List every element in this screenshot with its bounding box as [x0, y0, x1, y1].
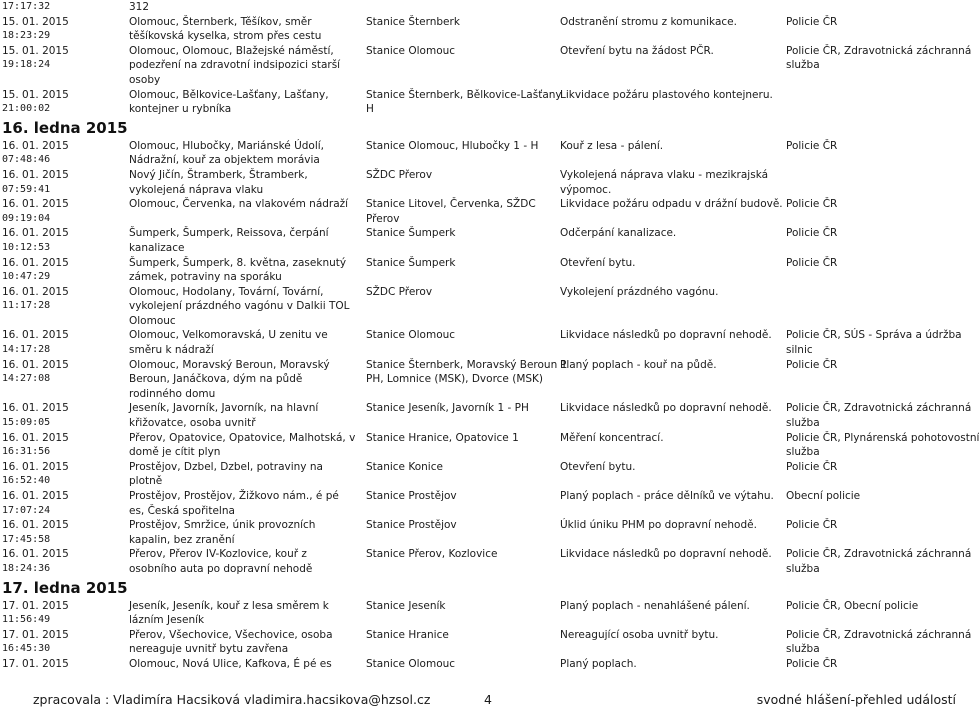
unit-cell: Stanice Olomouc [366, 44, 456, 57]
date-time-cell: 21:00:02 [2, 103, 51, 115]
action-cell: Planý poplach - kouř na půdě. [560, 358, 717, 371]
date-time-cell: 16. 01. 2015 [2, 548, 69, 561]
date-time-cell: 16. 01. 2015 [2, 285, 69, 298]
date-time-cell: 11:17:28 [2, 300, 51, 312]
log-line [0, 153, 960, 168]
date-time-cell: 16. 01. 2015 [2, 460, 69, 473]
location-description-cell: Prostějov, Dzbel, Dzbel, potraviny na [129, 460, 323, 473]
assistance-cell: služba [786, 59, 820, 72]
action-cell: Vykolejená náprava vlaku - mezikrajská [560, 168, 769, 181]
location-description-cell: zámek, potraviny na sporáku [129, 271, 282, 284]
location-description-cell: Přerov, Opatovice, Opatovice, Malhotská, v [129, 431, 356, 444]
location-description-cell: Olomouc, Olomouc, Blažejské náměstí, [129, 44, 334, 57]
assistance-cell: Policie ČR [786, 15, 838, 28]
location-description-cell: Olomouc, Bělkovice-Lašťany, Lašťany, [129, 88, 329, 101]
location-description-cell: Přerov, Přerov IV-Kozlovice, kouř z [129, 548, 307, 561]
date-time-cell: 16. 01. 2015 [2, 490, 69, 502]
date-time-cell: 16. 01. 2015 [2, 329, 69, 342]
unit-cell: Stanice Prostějov [366, 490, 457, 502]
log-line [0, 299, 960, 314]
date-time-cell: 16:45:30 [2, 643, 51, 655]
log-line [0, 183, 960, 198]
action-cell: Měření koncentrací. [560, 431, 664, 444]
action-cell: Planý poplach. [560, 657, 637, 670]
unit-cell: Stanice Olomouc, Hlubočky 1 - H [366, 139, 539, 152]
location-description-cell: Olomouc, Nová Ulice, Kafkova, É pé es [129, 657, 332, 670]
page-number: 4 [484, 692, 492, 707]
log-line [0, 314, 960, 329]
action-cell: Odčerpání kanalizace. [560, 227, 677, 240]
date-time-cell: 16. 01. 2015 [2, 519, 69, 532]
location-description-cell: kapalin, bez zranění [129, 533, 235, 546]
action-cell: výpomoc. [560, 183, 612, 196]
date-time-cell: 15. 01. 2015 [2, 15, 69, 28]
log-line [0, 73, 960, 88]
unit-cell: Stanice Šternberk, Moravský Beroun 1 [366, 358, 568, 371]
log-line [0, 518, 960, 533]
location-description-cell: osoby [129, 73, 161, 86]
assistance-cell: Policie ČR, Zdravotnická záchranná [786, 548, 972, 561]
date-time-cell: 10:12:53 [2, 241, 51, 253]
date-time-cell: 16. 01. 2015 [2, 256, 69, 269]
date-heading-text: 17. ledna 2015 [2, 578, 128, 597]
log-line [0, 387, 960, 402]
date-time-cell: 11:56:49 [2, 614, 51, 626]
assistance-cell: Policie ČR, Zdravotnická záchranná [786, 402, 972, 415]
action-cell: Likvidace následků po dopravní nehodě. [560, 329, 772, 342]
date-time-cell: 16. 01. 2015 [2, 227, 69, 240]
action-cell: Vykolejení prázdného vagónu. [560, 285, 719, 298]
log-line [0, 642, 960, 657]
location-description-cell: Olomouc, Červenka, na vlakovém nádraží [129, 198, 349, 211]
log-line [0, 0, 960, 15]
date-time-cell: 16. 01. 2015 [2, 168, 69, 181]
log-line [0, 504, 960, 519]
action-cell: Likvidace následků po dopravní nehodě. [560, 402, 772, 415]
date-time-cell: 16. 01. 2015 [2, 198, 69, 211]
log-line [0, 416, 960, 431]
date-time-cell: 15. 01. 2015 [2, 88, 69, 101]
location-description-cell: Šumperk, Šumperk, 8. května, zaseknutý [129, 256, 347, 269]
log-line [0, 15, 960, 30]
location-description-cell: Prostějov, Smržice, únik provozních [129, 519, 316, 532]
date-time-cell: 14:27:08 [2, 373, 51, 385]
assistance-cell: Policie ČR [786, 657, 838, 670]
log-line [0, 474, 960, 489]
assistance-cell: Policie ČR [786, 198, 838, 211]
date-time-cell: 19:18:24 [2, 59, 51, 71]
assistance-cell: Policie ČR [786, 519, 838, 532]
action-cell: Úklid úniku PHM po dopravní nehodě. [560, 519, 757, 532]
log-line [0, 401, 972, 416]
location-description-cell: Nový Jičín, Štramberk, Štramberk, [129, 168, 308, 181]
unit-cell: Stanice Šumperk [366, 256, 456, 269]
assistance-cell: Obecní policie [786, 490, 861, 502]
assistance-cell: Policie ČR [786, 139, 838, 152]
log-line [0, 139, 960, 154]
log-line [0, 102, 960, 117]
unit-cell: Stanice Šumperk [366, 227, 456, 240]
assistance-cell: Policie ČR, Zdravotnická záchranná [786, 628, 972, 641]
log-line [0, 628, 972, 643]
location-description-cell: Olomouc, Hlubočky, Mariánské Údolí, [129, 139, 325, 152]
location-description-cell: křižovatce, osoba uvnitř [129, 417, 256, 430]
date-time-cell: 16:52:40 [2, 475, 51, 487]
date-time-cell: 17. 01. 2015 [2, 628, 69, 641]
assistance-cell: Policie ČR, Plynárenská pohotovostní [786, 431, 979, 444]
log-line [0, 562, 960, 577]
unit-cell: Stanice Litovel, Červenka, SŽDC [366, 198, 536, 211]
unit-cell: Přerov [366, 212, 400, 225]
log-line [0, 445, 960, 460]
unit-cell: H [366, 103, 374, 116]
assistance-cell: Policie ČR, SÚS - Správa a údržba [786, 329, 962, 342]
action-cell: Nereagující osoba uvnitř bytu. [560, 628, 719, 641]
assistance-cell: služba [786, 417, 820, 430]
assistance-cell: Policie ČR [786, 256, 838, 269]
log-line [0, 168, 960, 183]
log-line [0, 431, 979, 446]
location-description-cell: osobního auta po dopravní nehodě [129, 562, 313, 575]
location-description-cell: Olomouc, Velkomoravská, U zenitu ve [129, 329, 328, 342]
location-description-cell: plotně [129, 475, 163, 488]
location-description-cell: Olomouc, Hodolany, Tovární, Tovární, [129, 285, 324, 298]
location-description-cell: těšíkovská kyselka, strom přes cestu [129, 30, 322, 43]
date-time-cell: 15:09:05 [2, 417, 51, 429]
date-time-cell: 16. 01. 2015 [2, 402, 69, 415]
assistance-cell: Policie ČR [786, 227, 838, 240]
log-line [0, 197, 960, 212]
date-heading-text: 16. ledna 2015 [2, 118, 128, 137]
action-cell: Planý poplach - práce dělníků ve výtahu. [560, 490, 774, 502]
action-cell: Kouř z lesa - pálení. [560, 139, 664, 152]
log-line [0, 358, 960, 373]
unit-cell: Stanice Olomouc [366, 657, 456, 670]
action-cell: Likvidace požáru plastového kontejneru. [560, 88, 773, 101]
unit-cell: Stanice Hranice, Opatovice 1 [366, 431, 519, 444]
location-description-cell: rodinného domu [129, 387, 216, 400]
location-description-cell: Šumperk, Šumperk, Reissova, čerpání [129, 227, 329, 240]
assistance-cell: silnic [786, 344, 813, 357]
location-description-cell: nereaguje uvnitř bytu zavřena [129, 643, 289, 656]
action-cell: Otevření bytu. [560, 460, 636, 473]
action-cell: Likvidace požáru odpadu v drážní budově. [560, 198, 783, 211]
unit-cell: Stanice Šternberk, Bělkovice-Lašťany [366, 88, 562, 101]
date-time-cell: 16:31:56 [2, 446, 51, 458]
date-time-cell: 15. 01. 2015 [2, 44, 69, 57]
location-description-cell: Jeseník, Javorník, Javorník, na hlavní [129, 402, 319, 415]
unit-cell: Stanice Olomouc [366, 329, 456, 342]
unit-cell: Stanice Hranice [366, 628, 449, 641]
log-line [0, 328, 960, 343]
unit-cell: SŽDC Přerov [366, 285, 433, 298]
action-cell: Likvidace následků po dopravní nehodě. [560, 548, 772, 561]
location-description-cell: Nádražní, kouř za objektem morávia [129, 154, 320, 167]
assistance-cell: Policie ČR, Zdravotnická záchranná [786, 44, 972, 57]
location-description-cell: Přerov, Všechovice, Všechovice, osoba [129, 628, 333, 641]
date-time-cell: 16. 01. 2015 [2, 358, 69, 371]
footer-author: zpracovala : Vladimíra Hacsiková vladimira.hacsikova@hzsol.cz [33, 692, 431, 707]
log-line [0, 256, 960, 271]
location-description-cell: vykolejení prázdného vagónu v Dalkii TOL [129, 300, 350, 313]
unit-cell: Stanice Jeseník [366, 599, 446, 612]
date-heading [0, 117, 960, 139]
unit-cell: Stanice Konice [366, 460, 443, 473]
log-line [0, 489, 960, 504]
action-cell: Otevření bytu na žádost PČR. [560, 44, 714, 57]
location-description-cell: lázním Jeseník [129, 614, 205, 627]
location-description-cell: kanalizace [129, 241, 185, 254]
location-description-cell: Olomouc, Moravský Beroun, Moravský [129, 358, 330, 371]
log-line [0, 58, 960, 73]
assistance-cell: služba [786, 643, 820, 656]
location-description-cell: Beroun, Janáčkova, dým na půdě [129, 373, 303, 386]
footer-title: svodné hlášení-přehled událostí [756, 692, 956, 707]
log-line [0, 343, 960, 358]
date-time-cell: 16. 01. 2015 [2, 139, 69, 152]
assistance-cell: služba [786, 562, 820, 575]
log-line [0, 533, 960, 548]
unit-cell: Stanice Přerov, Kozlovice [366, 548, 498, 561]
date-time-cell: 17. 01. 2015 [2, 657, 69, 670]
log-line [0, 547, 972, 562]
date-time-cell: 18:23:29 [2, 30, 51, 42]
log-line [0, 29, 960, 44]
action-cell: Otevření bytu. [560, 256, 636, 269]
date-time-cell: 17. 01. 2015 [2, 599, 69, 612]
location-description-cell: směru k nádraží [129, 344, 214, 357]
log-line [0, 599, 960, 614]
assistance-cell: služba [786, 446, 820, 459]
location-description-cell: es, Česká spořitelna [129, 504, 235, 517]
assistance-cell: Policie ČR, Obecní policie [786, 599, 919, 612]
date-time-cell: 17:07:24 [2, 504, 51, 516]
log-line [0, 44, 972, 59]
assistance-cell: Policie ČR [786, 358, 838, 371]
unit-cell: SŽDC Přerov [366, 168, 433, 181]
location-description-cell: 312 [129, 1, 150, 13]
log-line [0, 241, 960, 256]
log-line [0, 460, 960, 475]
location-description-cell: Olomouc [129, 314, 176, 327]
log-line [0, 212, 960, 227]
log-line [0, 613, 960, 628]
page-footer [0, 690, 960, 710]
date-time-cell: 18:24:36 [2, 562, 51, 574]
location-description-cell: domě je cítit plyn [129, 446, 221, 459]
date-time-cell: 10:47:29 [2, 271, 51, 283]
location-description-cell: Jeseník, Jeseník, kouř z lesa směrem k [129, 599, 329, 612]
date-time-cell: 17:17:32 [2, 1, 51, 12]
location-description-cell: kontejner u rybníka [129, 103, 232, 116]
date-time-cell: 17:45:58 [2, 533, 51, 545]
unit-cell: PH, Lomnice (MSK), Dvorce (MSK) [366, 373, 544, 386]
location-description-cell: vykolejená náprava vlaku [129, 183, 264, 196]
date-time-cell: 09:19:04 [2, 212, 51, 224]
date-time-cell: 07:59:41 [2, 183, 51, 195]
location-description-cell: Olomouc, Šternberk, Těšíkov, směr [129, 15, 312, 28]
action-cell: Odstranění stromu z komunikace. [560, 15, 737, 28]
date-heading [0, 577, 960, 599]
date-time-cell: 07:48:46 [2, 154, 51, 166]
log-line [0, 270, 960, 285]
log-line [0, 226, 960, 241]
log-line [0, 88, 960, 103]
unit-cell: Stanice Šternberk [366, 15, 460, 28]
location-description-cell: Prostějov, Prostějov, Žižkovo nám., é pé [129, 490, 339, 502]
action-cell: Planý poplach - nenahlášené pálení. [560, 599, 750, 612]
unit-cell: Stanice Jeseník, Javorník 1 - PH [366, 402, 529, 415]
log-line [0, 657, 960, 672]
unit-cell: Stanice Prostějov [366, 519, 457, 532]
date-time-cell: 16. 01. 2015 [2, 431, 69, 444]
assistance-cell: Policie ČR [786, 460, 838, 473]
log-line [0, 285, 960, 300]
date-time-cell: 14:17:28 [2, 344, 51, 356]
location-description-cell: podezření na zdravotní indsipozici starší [129, 59, 341, 72]
log-line [0, 372, 960, 387]
